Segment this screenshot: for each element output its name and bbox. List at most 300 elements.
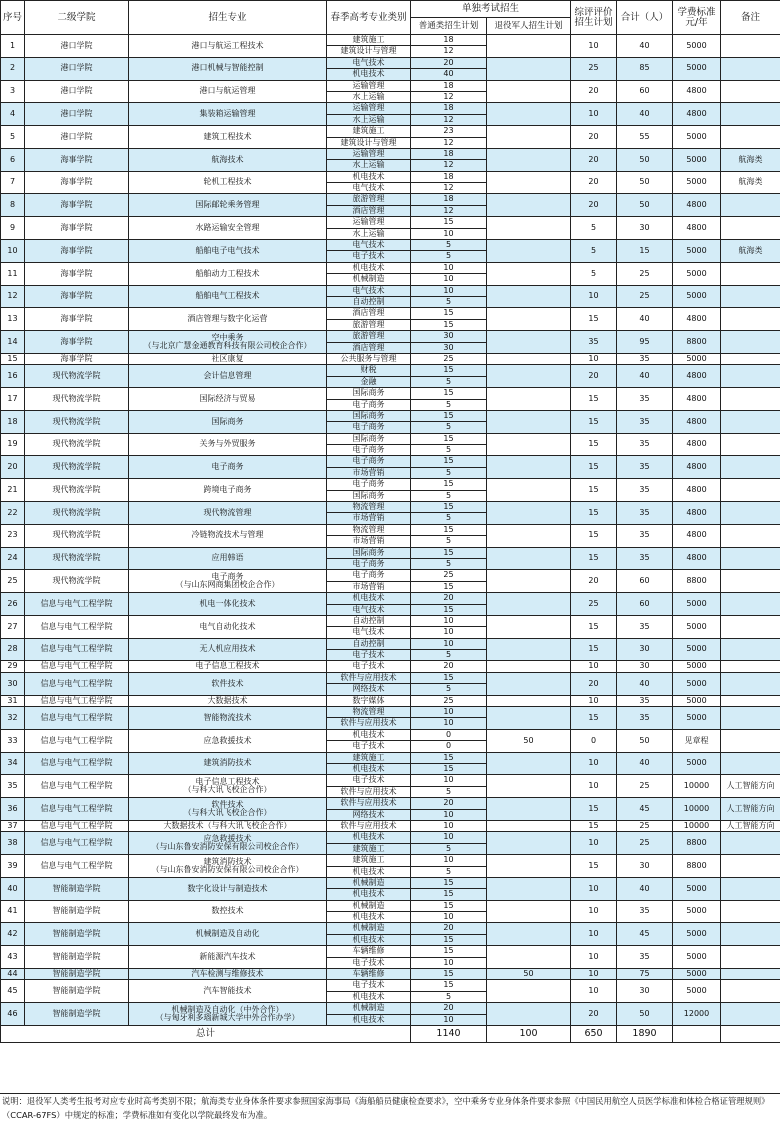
veteran-plan [487,775,571,798]
exam-category: 旅游管理 [327,194,411,205]
comprehensive-plan: 10 [571,946,617,969]
remark [721,707,780,730]
tuition-fee: 5000 [673,661,721,672]
college-name: 港口学院 [25,80,129,103]
major-name [129,752,327,775]
major-title: 无人机应用技术 [199,644,256,654]
college-name: 海事学院 [25,353,129,364]
exam-category: 机电技术 [327,991,411,1002]
remark [721,661,780,672]
major-partner: （与山东鲁安消防安保有限公司校企合作） [151,842,304,852]
major-name [129,672,327,695]
row-number: 13 [1,308,25,331]
regular-plan: 5 [411,399,487,410]
table-row [1,388,780,399]
table-row [1,35,780,46]
comprehensive-plan: 15 [571,308,617,331]
comprehensive-plan: 10 [571,353,617,364]
total-count: 75 [617,969,673,980]
comprehensive-plan: 20 [571,148,617,171]
regular-plan: 5 [411,422,487,433]
tuition-fee: 4800 [673,547,721,570]
regular-plan: 5 [411,296,487,307]
veteran-plan [487,262,571,285]
remark [721,638,780,661]
regular-plan: 5 [411,490,487,501]
veteran-plan [487,353,571,364]
remark [721,900,780,923]
total-count: 40 [617,35,673,58]
total-count: 35 [617,479,673,502]
table-row [1,433,780,444]
regular-plan: 10 [411,262,487,273]
major-name [129,456,327,479]
exam-category: 机电技术 [327,262,411,273]
row-number: 39 [1,855,25,878]
total-count: 45 [617,798,673,821]
regular-plan: 10 [411,957,487,968]
table-row [1,832,780,843]
remark [721,969,780,980]
exam-category: 水上运输 [327,160,411,171]
table-row [1,570,780,581]
table-row [1,502,780,513]
major-name [129,615,327,638]
remark: 人工智能方向 [721,820,780,831]
major-title: 国际邮轮乘务管理 [195,200,260,210]
major-name [129,240,327,263]
remark [721,593,780,616]
row-number: 42 [1,923,25,946]
veteran-plan [487,707,571,730]
tuition-fee: 5000 [673,148,721,171]
regular-plan: 15 [411,308,487,319]
tuition-fee: 8800 [673,832,721,855]
table-row [1,923,780,934]
exam-category: 数字媒体 [327,695,411,706]
exam-category: 机电技术 [327,866,411,877]
total-count: 25 [617,820,673,831]
major-partner: （与山东网商集团校企合作） [175,580,280,590]
exam-category: 车辆维修 [327,946,411,957]
regular-plan: 15 [411,672,487,683]
major-name [129,547,327,570]
remark [721,126,780,149]
regular-plan: 5 [411,684,487,695]
major-title: 冷链物流技术与管理 [191,530,264,540]
header-total: 合计（人） [617,1,673,35]
tuition-fee: 5000 [673,285,721,308]
header-comprehensive: 综评评价招生计划 [571,1,617,35]
college-name: 港口学院 [25,126,129,149]
comprehensive-plan: 15 [571,388,617,411]
remark [721,479,780,502]
exam-category: 市场营销 [327,513,411,524]
total-count: 35 [617,433,673,456]
major-name [129,969,327,980]
comprehensive-plan: 20 [571,570,617,593]
regular-plan: 12 [411,137,487,148]
remark [721,729,780,752]
comprehensive-plan: 15 [571,638,617,661]
comprehensive-plan: 20 [571,126,617,149]
veteran-plan [487,433,571,456]
college-name: 信息与电气工程学院 [25,638,129,661]
total-count: 25 [617,262,673,285]
major-name [129,285,327,308]
college-name: 现代物流学院 [25,547,129,570]
major-name [129,638,327,661]
row-number: 43 [1,946,25,969]
veteran-plan [487,103,571,126]
college-name: 智能制造学院 [25,1003,129,1026]
exam-category: 电气技术 [327,285,411,296]
row-number: 25 [1,570,25,593]
major-name [129,570,327,593]
remark [721,502,780,525]
table-row [1,194,780,205]
tuition-fee: 5000 [673,672,721,695]
tuition-fee: 5000 [673,707,721,730]
exam-category: 软件与应用技术 [327,718,411,729]
exam-category: 国际商务 [327,547,411,558]
tuition-fee: 10000 [673,798,721,821]
comprehensive-plan: 5 [571,217,617,240]
college-name: 信息与电气工程学院 [25,695,129,706]
header-college: 二级学院 [25,1,129,35]
row-number: 11 [1,262,25,285]
major-title: 港口机械与智能控制 [191,63,264,73]
row-number: 15 [1,353,25,364]
exam-category: 酒店管理 [327,342,411,353]
table-row [1,365,780,376]
exam-category: 国际商务 [327,410,411,421]
veteran-plan [487,946,571,969]
regular-plan: 20 [411,798,487,809]
veteran-plan [487,798,571,821]
table-row [1,308,780,319]
row-number: 30 [1,672,25,695]
exam-category: 运输管理 [327,148,411,159]
major-title: 数控技术 [211,906,244,916]
major-title: 应急救援技术 [203,833,252,843]
row-number: 44 [1,969,25,980]
exam-category: 物流管理 [327,524,411,535]
remark [721,524,780,547]
college-name: 智能制造学院 [25,980,129,1003]
total-row [1,1025,780,1042]
exam-category: 软件与应用技术 [327,798,411,809]
total-count: 30 [617,980,673,1003]
comprehensive-plan: 15 [571,855,617,878]
major-title: 船舶电子电气技术 [195,245,260,255]
remark [721,980,780,1003]
total-veteran: 100 [487,1025,571,1042]
veteran-plan [487,900,571,923]
total-count: 50 [617,194,673,217]
exam-category: 电子技术 [327,650,411,661]
remark [721,353,780,364]
major-title: 应急救援技术 [203,735,252,745]
total-count: 50 [617,1003,673,1026]
regular-plan: 12 [411,46,487,57]
remark: 航海类 [721,171,780,194]
total-count: 60 [617,80,673,103]
regular-plan: 15 [411,217,487,228]
veteran-plan [487,217,571,240]
table-row [1,593,780,604]
exam-category: 机械制造 [327,274,411,285]
table-row [1,615,780,626]
exam-category: 机电技术 [327,729,411,740]
exam-category: 机电技术 [327,832,411,843]
row-number: 5 [1,126,25,149]
total-label: 总计 [1,1025,411,1042]
major-title: 社区康复 [211,353,244,363]
row-number: 21 [1,479,25,502]
regular-plan: 15 [411,581,487,592]
college-name: 信息与电气工程学院 [25,752,129,775]
tuition-fee: 5000 [673,969,721,980]
regular-plan: 15 [411,388,487,399]
table-row [1,877,780,888]
veteran-plan [487,80,571,103]
college-name: 现代物流学院 [25,410,129,433]
tuition-fee: 8800 [673,570,721,593]
table-row [1,946,780,957]
exam-category: 机械制造 [327,1003,411,1014]
header-major: 招生专业 [129,1,327,35]
regular-plan: 18 [411,103,487,114]
row-number: 23 [1,524,25,547]
veteran-plan [487,877,571,900]
total-count: 30 [617,217,673,240]
major-title: 电子信息工程技术 [195,661,260,671]
comprehensive-plan: 15 [571,820,617,831]
veteran-plan [487,1003,571,1026]
total-count: 50 [617,171,673,194]
regular-plan: 10 [411,775,487,786]
regular-plan: 10 [411,707,487,718]
exam-category: 电气技术 [327,604,411,615]
total-count: 35 [617,547,673,570]
comprehensive-plan: 25 [571,57,617,80]
major-name [129,946,327,969]
college-name: 信息与电气工程学院 [25,661,129,672]
total-count: 35 [617,410,673,433]
regular-plan: 5 [411,240,487,251]
major-title: 汽车检测与维修技术 [191,969,264,979]
tuition-fee: 5000 [673,980,721,1003]
major-title: 大数据技术 [207,695,248,705]
remark: 航海类 [721,240,780,263]
header-regular: 普通类招生计划 [411,18,487,35]
major-title: 电子信息工程技术 [195,776,260,786]
regular-plan: 5 [411,376,487,387]
regular-plan: 20 [411,593,487,604]
header-single-exam: 单独考试招生 [411,1,571,18]
college-name: 港口学院 [25,103,129,126]
regular-plan: 15 [411,456,487,467]
tuition-fee: 5000 [673,752,721,775]
major-name [129,775,327,798]
remark [721,923,780,946]
college-name: 信息与电气工程学院 [25,707,129,730]
regular-plan: 15 [411,752,487,763]
table-row [1,171,780,182]
veteran-plan [487,570,571,593]
row-number: 28 [1,638,25,661]
college-name: 海事学院 [25,217,129,240]
exam-category: 市场营销 [327,467,411,478]
major-title: 水路运输安全管理 [195,222,260,232]
table-row [1,695,780,706]
comprehensive-plan: 15 [571,615,617,638]
college-name: 现代物流学院 [25,365,129,388]
major-name [129,365,327,388]
table-row [1,103,780,114]
row-number: 7 [1,171,25,194]
remark [721,695,780,706]
remark [721,877,780,900]
regular-plan: 10 [411,627,487,638]
exam-category: 金融 [327,376,411,387]
exam-category: 自动控制 [327,296,411,307]
row-number: 3 [1,80,25,103]
table-row [1,57,780,68]
header-remark: 备注 [721,1,780,35]
major-name [129,524,327,547]
regular-plan: 10 [411,228,487,239]
major-name [129,262,327,285]
regular-plan: 12 [411,205,487,216]
regular-plan: 10 [411,809,487,820]
regular-plan: 15 [411,969,487,980]
major-name [129,331,327,354]
exam-category: 建筑设计与管理 [327,137,411,148]
row-number: 37 [1,820,25,831]
comprehensive-plan: 10 [571,969,617,980]
major-title: 智能物流技术 [203,712,252,722]
regular-plan: 10 [411,274,487,285]
table-row [1,775,780,786]
comprehensive-plan: 15 [571,524,617,547]
table-row [1,285,780,296]
total-count: 35 [617,388,673,411]
table-row [1,638,780,649]
comprehensive-plan: 10 [571,877,617,900]
exam-category: 电气技术 [327,57,411,68]
table-row [1,217,780,228]
table-row [1,900,780,911]
veteran-plan [487,57,571,80]
veteran-plan [487,126,571,149]
major-name [129,855,327,878]
exam-category: 建筑施工 [327,855,411,866]
remark [721,308,780,331]
tuition-fee: 5000 [673,900,721,923]
veteran-plan [487,285,571,308]
major-name [129,410,327,433]
exam-category: 市场营销 [327,581,411,592]
tuition-fee: 5000 [673,171,721,194]
table-row [1,126,780,137]
regular-plan: 15 [411,934,487,945]
veteran-plan [487,638,571,661]
veteran-plan [487,194,571,217]
college-name: 现代物流学院 [25,502,129,525]
comprehensive-plan: 10 [571,35,617,58]
regular-plan: 25 [411,353,487,364]
exam-category: 运输管理 [327,217,411,228]
tuition-fee: 12000 [673,1003,721,1026]
row-number: 36 [1,798,25,821]
row-number: 2 [1,57,25,80]
comprehensive-plan: 10 [571,923,617,946]
major-title: 汽车智能技术 [203,986,252,996]
major-title: 大数据技术（与科大讯飞校企合作） [163,820,292,830]
major-name [129,923,327,946]
major-title: 船舶动力工程技术 [195,268,260,278]
veteran-plan [487,240,571,263]
regular-plan: 15 [411,877,487,888]
exam-category: 自动控制 [327,638,411,649]
veteran-plan [487,593,571,616]
veteran-plan [487,365,571,388]
total-count: 95 [617,331,673,354]
major-title: 港口与航运管理 [199,86,256,96]
comprehensive-plan: 0 [571,729,617,752]
exam-category: 机械制造 [327,900,411,911]
regular-plan: 30 [411,342,487,353]
major-title: 国际商务 [211,416,244,426]
remark [721,103,780,126]
veteran-plan [487,923,571,946]
table-row [1,855,780,866]
major-name [129,593,327,616]
total-count: 25 [617,285,673,308]
total-count: 30 [617,661,673,672]
major-name [129,661,327,672]
comprehensive-plan: 20 [571,80,617,103]
college-name: 智能制造学院 [25,923,129,946]
regular-plan: 18 [411,171,487,182]
total-count: 25 [617,775,673,798]
table-row [1,547,780,558]
major-title: 跨境电子商务 [203,484,252,494]
tuition-fee: 5000 [673,638,721,661]
exam-category: 国际商务 [327,388,411,399]
comprehensive-plan: 10 [571,900,617,923]
regular-plan: 0 [411,729,487,740]
tuition-fee: 5000 [673,946,721,969]
tuition-fee: 4800 [673,217,721,240]
remark [721,570,780,593]
veteran-plan [487,661,571,672]
comprehensive-plan: 15 [571,547,617,570]
exam-category: 机电技术 [327,934,411,945]
exam-category: 建筑施工 [327,35,411,46]
remark [721,35,780,58]
major-name [129,388,327,411]
row-number: 14 [1,331,25,354]
regular-plan: 18 [411,35,487,46]
exam-category: 酒店管理 [327,205,411,216]
row-number: 29 [1,661,25,672]
total-count: 40 [617,752,673,775]
exam-category: 电子技术 [327,661,411,672]
exam-category: 自动控制 [327,615,411,626]
